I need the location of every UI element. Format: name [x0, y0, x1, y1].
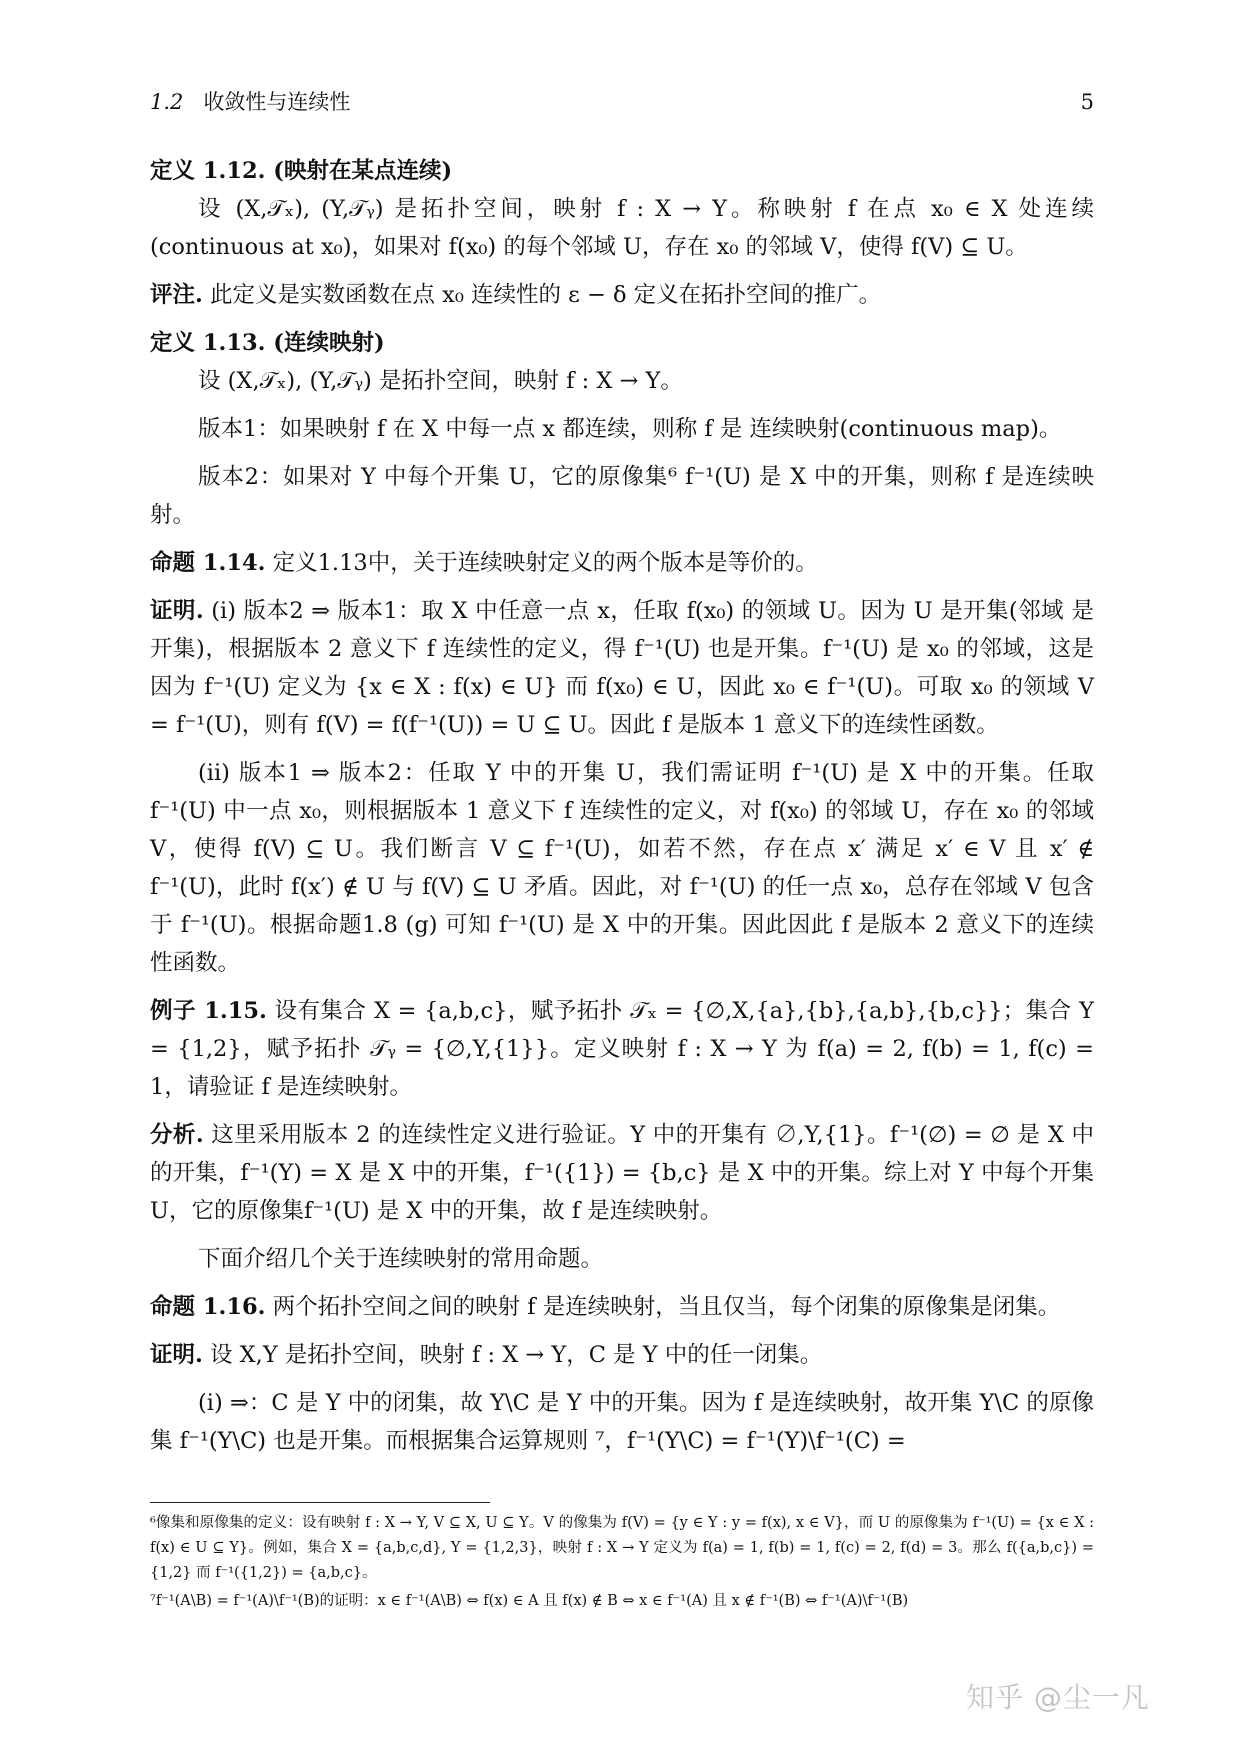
def-1-12-body-text: 设 (X,𝒯ₓ), (Y,𝒯ᵧ) 是拓扑空间，映射 f : X → Y。称映射 f 在点 x₀ ∈ X 处连续(continuous at x₀)，如果对 f(x₀) 的每个邻域 U，存在 x₀ 的邻域 V，使得 f(V) ⊆ U。 [150, 196, 1094, 260]
page-number: 5 [1080, 90, 1094, 114]
def-1-13-setup [150, 362, 1094, 400]
def-1-13-setup-text: 设 (X,𝒯ₓ), (Y,𝒯ᵧ) 是拓扑空间，映射 f : X → Y。 [198, 368, 683, 394]
remark [150, 276, 1094, 314]
example-1-15-text: 设有集合 X = {a,b,c}，赋予拓扑 𝒯ₓ = {∅,X,{a},{b},{a,b},{b,c}}；集合 Y = {1,2}，赋予拓扑 𝒯ᵧ = {∅,Y,{1}}。定义映射 f : X → Y 为 f(a) = 2, f(b) = 1, f(c) = 1，请验证 f 是连续映射。 [150, 998, 1094, 1100]
proof-1-16-i [150, 1384, 1094, 1460]
footnote-list [150, 1511, 1094, 1614]
analysis-label: 分析. [150, 1122, 204, 1148]
prop-1-16-text: 两个拓扑空间之间的映射 f 是连续映射，当且仅当，每个闭集的原像集是闭集。 [265, 1294, 1061, 1320]
watermark-text: 知乎 @尘一凡 [966, 1681, 1150, 1714]
example-1-15 [150, 992, 1094, 1106]
section-heading [150, 86, 350, 116]
prop-1-14-text: 定义1.13中，关于连续映射定义的两个版本是等价的。 [265, 550, 818, 576]
running-head [150, 86, 1094, 116]
proof-1-14-i-text: (i) 版本2 ⇒ 版本1：取 X 中任意一点 x，任取 f(x₀) 的领域 U。因为 U 是开集(邻域 是开集)，根据版本 2 意义下 f 连续性的定义，得 f⁻¹(U) 也是开集。f⁻¹(U) 是 x₀ 的邻域，这是因为 f⁻¹(U) 定义为 {x ∈ X : f(x) ∈ U} 而 f(x₀) ∈ U，因此 x₀ ∈ f⁻¹(U)。可取 x₀ 的领域 V = f⁻¹(U)，则有 f(V) = f(f⁻¹(U)) = U ⊆ U。因此 f 是版本 1 意义下的连续性函数。 [150, 598, 1094, 738]
analysis-text: 这里采用版本 2 的连续性定义进行验证。Y 中的开集有 ∅,Y,{1}。f⁻¹(∅) = ∅ 是 X 中的开集，f⁻¹(Y) = X 是 X 中的开集，f⁻¹({1}) = {b,c} 是 X 中的开集。综上对 Y 中每个开集 U，它的原像集f⁻¹(U) 是 X 中的开集，故 f 是连续映射。 [150, 1122, 1094, 1224]
body-text [150, 152, 1094, 1460]
section-number: 1.2 [150, 90, 184, 114]
proof-1-14-i-label: 证明. [150, 598, 204, 624]
prop-1-16-label: 命题 1.16. [150, 1294, 266, 1320]
page-content [150, 86, 1094, 1470]
footnotes [150, 1502, 1094, 1617]
def-1-13-v2-text: 版本2：如果对 Y 中每个开集 U，它的原像集⁶ f⁻¹(U) 是 X 中的开集，则称 f 是连续映射。 [150, 464, 1094, 528]
section-title: 收敛性与连续性 [203, 90, 351, 114]
footnote-fn7: ⁷f⁻¹(A\B) = f⁻¹(A)\f⁻¹(B)的证明：x ∈ f⁻¹(A\B) ⇔ f(x) ∈ A 且 f(x) ∉ B ⇔ x ∈ f⁻¹(A) 且 x ∉ f⁻¹(B) ⇔ f⁻¹(A)\f⁻¹(B) [150, 1593, 909, 1609]
proof-1-14-ii [150, 754, 1094, 982]
def-1-13-heading-text: 定义 1.13. (连续映射) [150, 330, 385, 356]
intro-props-text: 下面介绍几个关于连续映射的常用命题。 [198, 1246, 604, 1272]
proof-1-14-i [150, 592, 1094, 744]
footnote-rule [150, 1502, 490, 1503]
proof-1-16-setup [150, 1336, 1094, 1374]
proof-1-14-ii-text: (ii) 版本1 ⇒ 版本2：任取 Y 中的开集 U，我们需证明 f⁻¹(U) 是 X 中的开集。任取 f⁻¹(U) 中一点 x₀，则根据版本 1 意义下 f 连续性的定义，对 f(x₀) 的邻域 U，存在 x₀ 的邻域 V，使得 f(V) ⊆ U。我们断言 V ⊆ f⁻¹(U)，如若不然，存在点 x′ 满足 x′ ∈ V 且 x′ ∉ f⁻¹(U)，此时 f(x′) ∉ U 与 f(V) ⊆ U 矛盾。因此，对 f⁻¹(U) 的任一点 x₀，总存在邻域 V 包含于 f⁻¹(U)。根据命题1.8 (g) 可知 f⁻¹(U) 是 X 中的开集。因此因此 f 是版本 2 意义下的连续性函数。 [150, 760, 1094, 976]
def-1-12-body [150, 190, 1094, 266]
prop-1-16 [150, 1288, 1094, 1326]
remark-label: 评注. [150, 282, 203, 308]
def-1-12-heading-text: 定义 1.12. (映射在某点连续) [150, 158, 453, 184]
proof-1-16-setup-label: 证明. [150, 1342, 203, 1368]
proof-1-16-i-text: (i) ⇒：C 是 Y 中的闭集，故 Y\C 是 Y 中的开集。因为 f 是连续映射，故开集 Y\C 的原像集 f⁻¹(Y\C) 也是开集。而根据集合运算规则 ⁷，f⁻¹(Y\C) = f⁻¹(Y)\f⁻¹(C) = [150, 1390, 1094, 1454]
def-1-13-heading [150, 324, 1094, 362]
def-1-13-v2 [150, 458, 1094, 534]
remark-text: 此定义是实数函数在点 x₀ 连续性的 ε − δ 定义在拓扑空间的推广。 [202, 282, 882, 308]
footnote-fn6: ⁶像集和原像集的定义：设有映射 f : X → Y, V ⊆ X, U ⊆ Y。V 的像集为 f(V) = {y ∈ Y : y = f(x), x ∈ V}，而 U 的原像集为 f⁻¹(U) = {x ∈ X : f(x) ∈ U ⊆ Y}。例如，集合 X = {a,b,c,d}, Y = {1,2,3}，映射 f : X → Y 定义为 f(a) = 1, f(b) = 1, f(c) = 2, f(d) = 3。那么 f({a,b,c}) = {1,2} 而 f⁻¹({1,2}) = {a,b,c}。 [150, 1515, 1094, 1581]
def-1-12-heading [150, 152, 1094, 190]
prop-1-14 [150, 544, 1094, 582]
proof-1-16-setup-text: 设 X,Y 是拓扑空间，映射 f : X → Y，C 是 Y 中的任一闭集。 [202, 1342, 823, 1368]
def-1-13-v1-text: 版本1：如果映射 f 在 X 中每一点 x 都连续，则称 f 是 连续映射(continuous map)。 [198, 416, 1062, 442]
analysis [150, 1116, 1094, 1230]
intro-props [150, 1240, 1094, 1278]
def-1-13-v1 [150, 410, 1094, 448]
example-1-15-label: 例子 1.15. [150, 998, 267, 1024]
prop-1-14-label: 命题 1.14. [150, 550, 266, 576]
